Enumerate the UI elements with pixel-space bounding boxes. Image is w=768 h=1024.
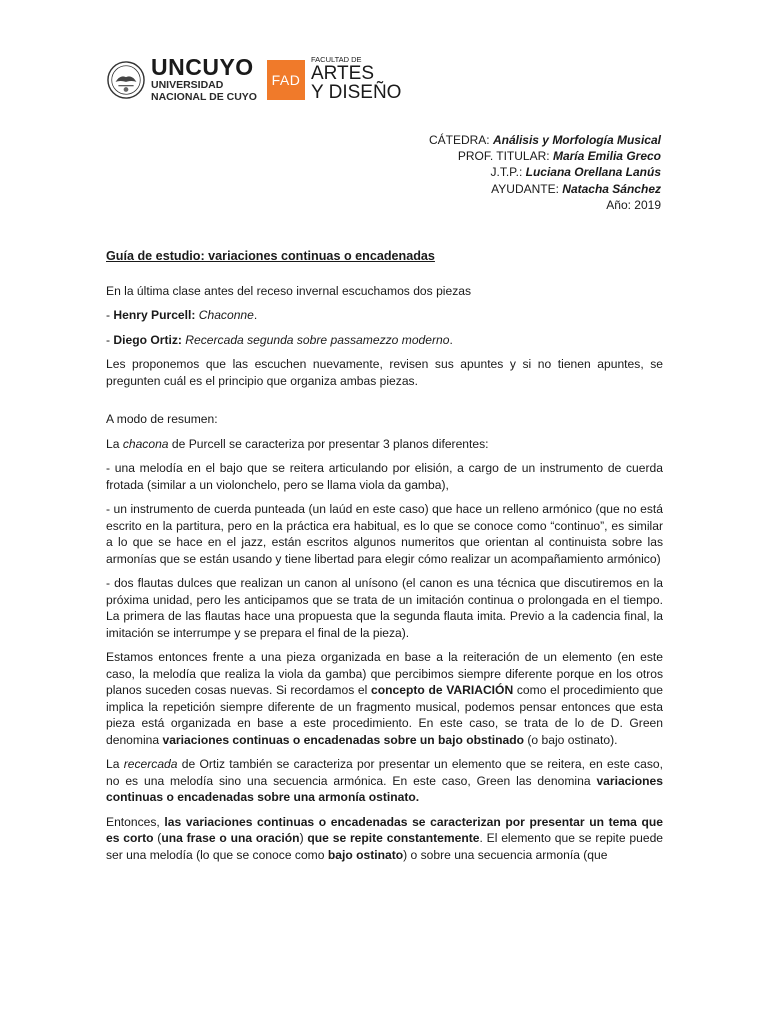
faculty-line-1: FACULTAD DE [310, 55, 362, 65]
para-c-8: bajo ostinato [327, 847, 404, 862]
piece-2-prefix: - [106, 332, 114, 347]
fad-badge: FAD [267, 60, 305, 100]
piece-1-end: . [253, 308, 258, 322]
catedra-label: CÁTEDRA: [428, 133, 493, 147]
para-c-1: Entonces, [106, 814, 165, 829]
piece-1 [106, 307, 663, 324]
prof-label: PROF. TITULAR: [457, 149, 553, 164]
para-b-2: recercada [123, 757, 178, 771]
para-b-1: La [106, 757, 124, 771]
university-name: UNCUYO [151, 54, 254, 80]
piece-1-composer: Henry Purcell: [113, 308, 199, 322]
para-c-4: una frase o una oración [161, 831, 300, 845]
para-b-4: variaciones continuas o encadenadas sobre una armonía ostinato. [106, 773, 663, 804]
faculty-wordmark [311, 56, 401, 103]
course-meta [429, 132, 661, 213]
piece-1-prefix: - [106, 308, 114, 322]
anio-label: Año: [606, 197, 635, 212]
university-seal-icon [107, 61, 145, 99]
document-body [106, 248, 663, 871]
bullet-3: - dos flautas dulces que realizan un canon al unísono (el canon es una técnica que discutiremos en la próxima unidad, pero les anticipamos que se trata de un imitación continua o prolongada en el tiempo. La primera de las flautas hace una propuesta que la segunda flauta imita. Previo a la cadencia final, la imitación se interrumpe y se prepara el final de la pieza). [106, 576, 663, 640]
variation-paragraph [106, 649, 663, 748]
para-c-6: que se repite constantemente [307, 831, 480, 845]
ayudante-value: Natacha Sánchez [562, 181, 661, 196]
bullet-2: - un instrumento de cuerda punteada (un laúd en este caso) que hace un relleno armónico (que no está escrito en la partitura, pero en la práctica era habitual, es lo que se conoce como “continuo”, es similar a lo que se hace en el jazz, están escritos algunos numeritos que orientan al continuista sobre las armonías que se están usando y tiene libertad para elegir cómo realizar un acompañamiento armónico) [106, 502, 663, 566]
para-a-2: concepto de VARIACIÓN [371, 683, 514, 697]
chacona-paragraph [106, 436, 663, 453]
faculty-line-3: Y DISEÑO [310, 82, 402, 104]
catedra-value: Análisis y Morfología Musical [492, 133, 661, 147]
university-sub-1: UNIVERSIDAD [151, 79, 224, 91]
meta-catedra [429, 132, 661, 148]
piece-2-end: . [449, 332, 453, 347]
piece-2 [106, 332, 663, 349]
meta-prof [429, 148, 661, 164]
piece-2-composer: Diego Ortiz: [113, 332, 186, 347]
ayudante-label: AYUDANTE: [491, 181, 563, 196]
intro-paragraph: En la última clase antes del receso invernal escuchamos dos piezas [106, 283, 472, 298]
chacona-text-1: La [106, 436, 123, 451]
meta-anio [429, 197, 661, 213]
jtp-label: J.T.P.: [490, 165, 526, 180]
para-c-2: las variaciones continuas o encadenadas se caracterizan por presentar un tema que es corto [106, 814, 663, 845]
para-b-3: de Ortiz también se caracteriza por presentar un elemento que se reitera, en este caso, no es una melodía sino una secuencia armónica. En este caso, Green las denomina [106, 757, 663, 788]
proposal-paragraph: Les proponemos que las escuchen nuevamente, revisen sus apuntes y si no tienen apuntes, se pregunten cuál es el principio que organiza ambas piezas. [106, 357, 663, 388]
para-c-5: ) [299, 831, 308, 845]
para-c-7: . El elemento que se repite puede ser una melodía (lo que se conoce como [106, 831, 664, 862]
para-a-5: (o bajo ostinato). [524, 732, 618, 747]
university-wordmark [151, 56, 257, 103]
para-a-4: variaciones continuas o encadenadas sobre un bajo obstinado [162, 732, 525, 747]
prof-value: María Emilia Greco [552, 149, 661, 164]
faculty-line-2: ARTES [310, 63, 374, 85]
conclusion-paragraph [106, 814, 663, 864]
header-logos [107, 56, 401, 103]
para-a-1: Estamos entonces frente a una pieza organizada en base a la reiteración de un elemento (en este caso, la melodía que realiza la viola da gamba) que percibimos siempre diferente porque en los otros planos suceden cosas nuevas. Si recordamos el [106, 650, 663, 697]
jtp-value: Luciana Orellana Lanús [525, 165, 661, 180]
chacona-text-3: de Purcell se caracteriza por presentar 3 planos diferentes: [168, 436, 489, 451]
chacona-word: chacona [122, 436, 169, 451]
recercada-paragraph [106, 756, 663, 806]
para-c-3: ( [153, 831, 162, 845]
bullet-1: - una melodía en el bajo que se reitera articulando por elisión, a cargo de un instrumento de cuerda frotada (similar a un violonchelo, pero se llama viola da gamba), [106, 461, 663, 492]
para-c-9: ) o sobre una secuencia armonía (que [403, 847, 608, 862]
para-a-3: como el procedimiento que implica la repetición siempre diferente de un fragmento musical, podemos pensar entonces que esta pieza está organizada en base a este procedimiento. En este caso, se trata de lo de D. Green denomina [106, 683, 663, 747]
piece-1-title: Chaconne [198, 308, 254, 322]
piece-2-title: Recercada segunda sobre passamezzo moderno [185, 332, 450, 347]
summary-heading: A modo de resumen: [106, 412, 218, 426]
anio-value: 2019 [634, 197, 661, 212]
meta-ayudante [429, 181, 661, 197]
spacer [106, 397, 663, 411]
document-title: Guía de estudio: variaciones continuas o encadenadas [106, 249, 435, 263]
meta-jtp [429, 164, 661, 180]
university-sub-2: NACIONAL DE CUYO [151, 91, 257, 104]
